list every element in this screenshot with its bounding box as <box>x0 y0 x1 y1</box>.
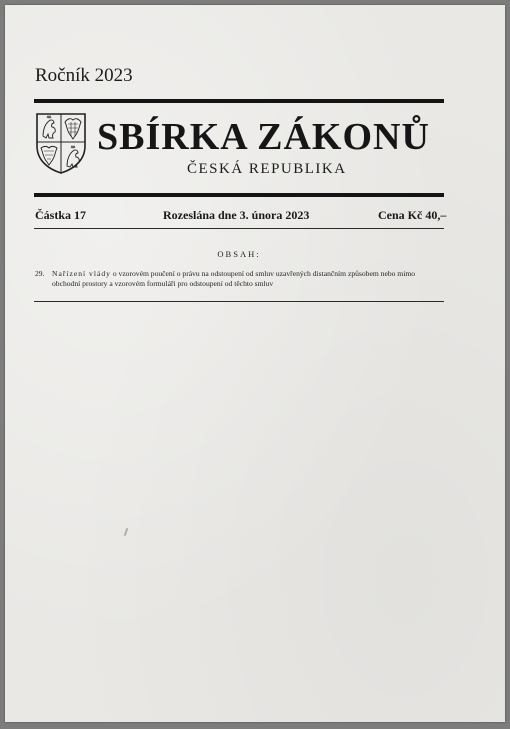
czech-coat-of-arms-icon <box>35 112 87 174</box>
contents-heading: OBSAH: <box>217 249 261 259</box>
contents-entry[interactable] <box>35 269 445 289</box>
price-label: Cena Kč 40,– <box>378 208 447 222</box>
part-number: Částka 17 <box>35 208 87 222</box>
entry-text <box>52 269 445 289</box>
year-label: Ročník 2023 <box>35 65 133 86</box>
gazette-title: SBÍRKA ZÁKONŮ <box>97 116 430 158</box>
header-bottom-rule <box>34 193 444 197</box>
contents-bottom-rule <box>34 301 444 302</box>
paper-mark <box>124 528 129 536</box>
entry-description: o vzorovém poučení o právu na odstoupení od smluv uzavřených distančním způsobem nebo mimo obchodní prostory a vzorovém formuláři pro odstoupení od těchto smluv <box>52 269 416 288</box>
meta-bottom-rule <box>34 228 444 229</box>
entry-number: 29. <box>35 269 45 278</box>
gazette-page <box>5 5 505 722</box>
top-rule <box>34 99 444 103</box>
entry-type: Nařízení vlády <box>52 269 111 278</box>
distribution-date: Rozeslána dne 3. února 2023 <box>163 208 310 222</box>
gazette-subtitle: ČESKÁ REPUBLIKA <box>187 161 347 177</box>
